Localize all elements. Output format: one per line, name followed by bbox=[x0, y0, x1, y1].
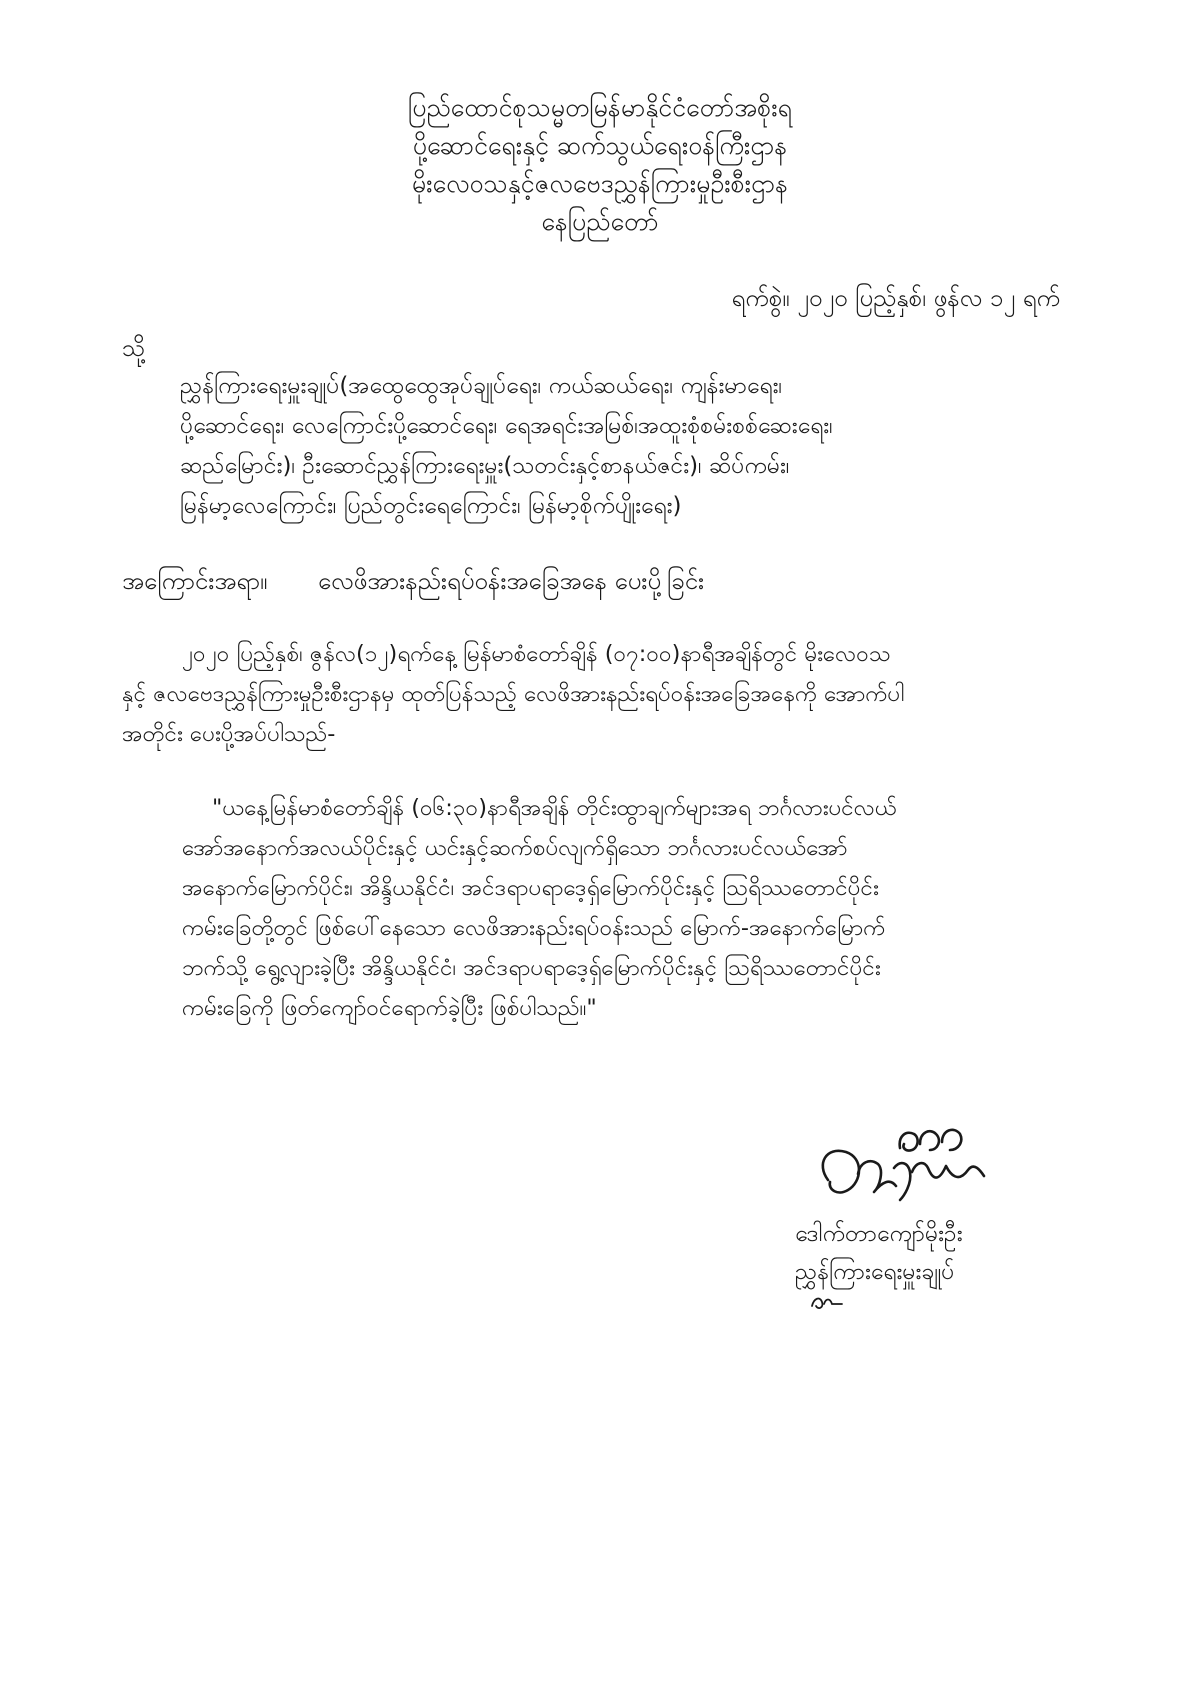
subject-label: အကြောင်းအရာ။ bbox=[122, 567, 268, 595]
handwritten-initial bbox=[808, 1290, 848, 1314]
signatory-name: ဒေါက်တာကျော်မိုးဦး bbox=[795, 1221, 963, 1247]
quote-line: အနောက်မြောက်ပိုင်း၊ အိန္ဒိယနိုင်ငံ၊ အင်ဒရာပရာဒေ့ရှ်မြောက်ပိုင်းနှင့် ဩရိဿတောင်ပိုင်း bbox=[182, 875, 879, 901]
letterhead-city: နေပြည်တော် bbox=[541, 207, 659, 236]
letterhead-department: မိုးလေဝသနှင့်ဇလဗေဒညွှန်ကြားမှုဦးစီးဌာန bbox=[411, 169, 789, 198]
handwritten-signature bbox=[808, 1102, 1008, 1212]
recipient-line: ဆည်မြောင်း)၊ ဦးဆောင်ညွှန်ကြားရေးမှူး(သတင်းနှင့်စာနယ်ဇင်း)၊ ဆိပ်ကမ်း၊ bbox=[180, 453, 790, 479]
recipient-line: ညွှန်ကြားရေးမှူးချုပ်(အထွေထွေအုပ်ချုပ်ရေး၊ ကယ်ဆယ်ရေး၊ ကျန်းမာရေး၊ bbox=[180, 373, 783, 399]
quote-line: ကမ်းခြေကို ဖြတ်ကျော်ဝင်ရောက်ခဲ့ပြီး ဖြစ်ပါသည်။" bbox=[182, 995, 597, 1021]
quote-line: အော်အနောက်အလယ်ပိုင်းနှင့် ယင်းနှင့်ဆက်စပ်လျက်ရှိသော ဘင်္ဂလားပင်လယ်အော် bbox=[182, 835, 848, 861]
recipient-line: မြန်မာ့လေကြောင်း၊ ပြည်တွင်းရေကြောင်း၊ မြန်မာ့စိုက်ပျိုးရေး) bbox=[180, 493, 682, 519]
quote-line: ကမ်းခြေတို့တွင် ဖြစ်ပေါ်နေသော လေဖိအားနည်းရပ်ဝန်းသည် မြောက်-အနောက်မြောက် bbox=[182, 915, 886, 941]
letterhead-ministry: ပို့ဆောင်ရေးနှင့် ဆက်သွယ်ရေးဝန်ကြီးဌာန bbox=[412, 131, 788, 160]
quote-line: ဘက်သို့ ရွေ့လျားခဲ့ပြီး အိန္ဒိယနိုင်ငံ၊ အင်ဒရာပရာဒေ့ရှ်မြောက်ပိုင်းနှင့် ဩရိဿတောင်ပိုင်း bbox=[182, 955, 881, 981]
body-line: အတိုင်း ပေးပို့အပ်ပါသည်- bbox=[122, 721, 336, 747]
to-label: သို့ bbox=[122, 334, 146, 362]
body-line: နှင့် ဇလဗေဒညွှန်ကြားမှုဦးစီးဌာနမှ ထုတ်ပြန်သည့် လေဖိအားနည်းရပ်ဝန်းအခြေအနေကို အောက်ပါ bbox=[122, 681, 905, 707]
letterhead-government: ပြည်ထောင်စုသမ္မတမြန်မာနိုင်ငံတော်အစိုးရ bbox=[408, 93, 792, 122]
subject-text: လေဖိအားနည်းရပ်ဝန်းအခြေအနေ ပေးပို့ခြင်း bbox=[318, 567, 705, 595]
recipient-line: ပို့ဆောင်ရေး၊ လေကြောင်းပို့ဆောင်ရေး၊ ရေအရင်းအမြစ်၊အထူးစုံစမ်းစစ်ဆေးရေး၊ bbox=[180, 413, 833, 439]
quote-line: "ယနေ့မြန်မာစံတော်ချိန် (၀၆:၃၀)နာရီအချိန် တိုင်းထွာချက်များအရ ဘင်္ဂလားပင်လယ် bbox=[212, 795, 897, 821]
signatory-title: ညွှန်ကြားရေးမှူးချုပ် bbox=[795, 1259, 955, 1285]
letter-date: ရက်စွဲ။ ၂၀၂၀ ပြည့်နှစ်၊ ဖွန်လ ၁၂ ရက် bbox=[731, 284, 1060, 312]
body-line: ၂၀၂၀ ပြည့်နှစ်၊ ဇွန်လ(၁၂)ရက်နေ့ မြန်မာစံတော်ချိန် (၀၇:၀၀)နာရီအချိန်တွင် မိုးလေဝသ bbox=[182, 641, 891, 667]
